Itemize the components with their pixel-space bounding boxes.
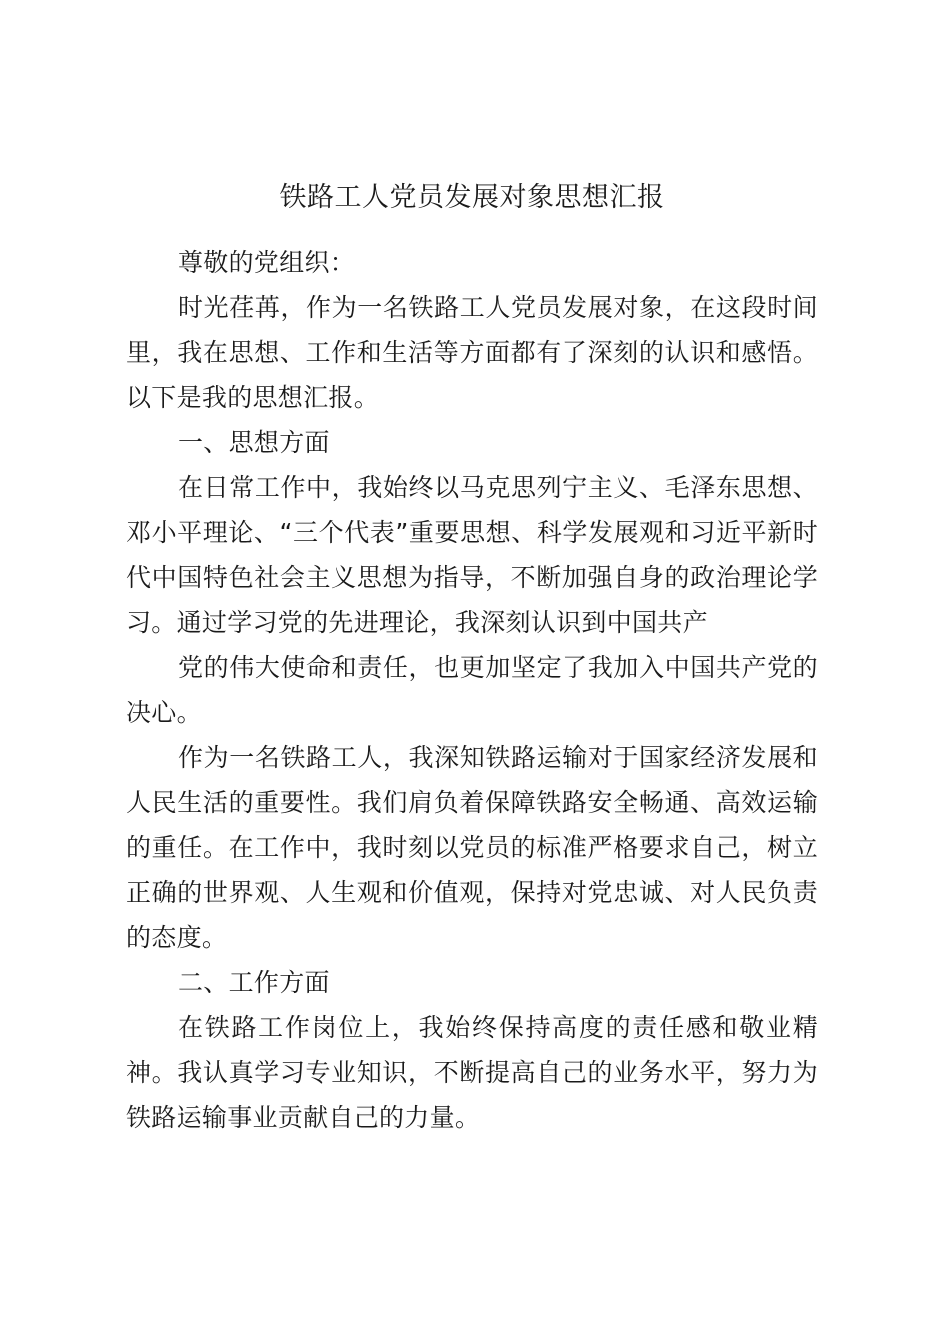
thought-paragraph-2: 党的伟大使命和责任，也更加坚定了我加入中国共产党的决心。 bbox=[126, 653, 818, 727]
work-paragraph-1: 在铁路工作岗位上，我始终保持高度的责任感和敬业精神。我认真学习专业知识，不断提高自己的业务水平，努力为铁路运输事业贡献自己的力量。 bbox=[126, 1013, 818, 1132]
salutation: 尊敬的党组织： bbox=[178, 248, 356, 277]
thought-paragraph-3: 作为一名铁路工人，我深知铁路运输对于国家经济发展和人民生活的重要性。我们肩负着保障铁路安全畅通、高效运输的重任。在工作中，我时刻以党员的标准严格要求自己，树立正确的世界观、人生观和价值观，保持对党忠诚、对人民负责的态度。 bbox=[126, 743, 818, 952]
section-heading-work: 二、工作方面 bbox=[178, 968, 330, 997]
thought-paragraph-1: 在日常工作中，我始终以马克思列宁主义、毛泽东思想、邓小平理论、“三个代表”重要思想、科学发展观和习近平新时代中国特色社会主义思想为指导，不断加强自身的政治理论学习。通过学习党的先进理论，我深刻认识到中国共产 bbox=[126, 473, 818, 637]
section-heading-thought: 一、思想方面 bbox=[178, 428, 330, 457]
document-page bbox=[126, 172, 818, 1140]
document-title: 铁路工人党员发展对象思想汇报 bbox=[279, 182, 665, 213]
intro-paragraph: 时光荏苒，作为一名铁路工人党员发展对象，在这段时间里，我在思想、工作和生活等方面都有了深刻的认识和感悟。以下是我的思想汇报。 bbox=[126, 293, 818, 412]
